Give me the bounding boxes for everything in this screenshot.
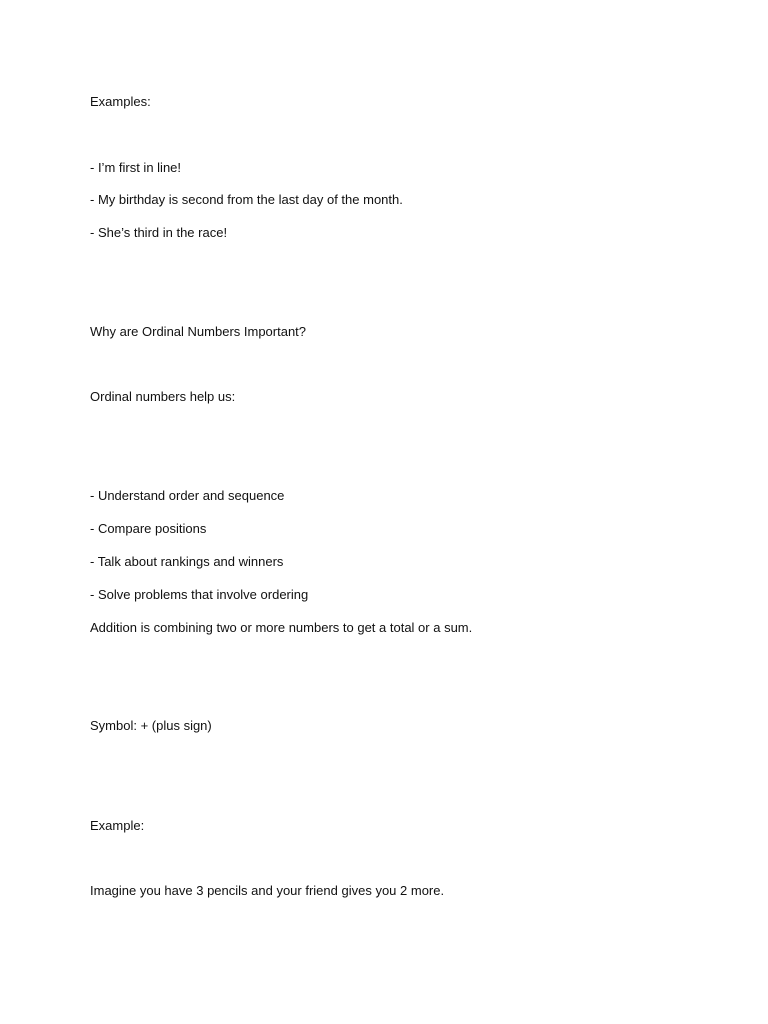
addition-definition: Addition is combining two or more numbers to get a total or a sum. — [90, 620, 473, 635]
importance-point-3: - Talk about rankings and winners — [90, 554, 284, 569]
example-item-2: - My birthday is second from the last day of the month. — [90, 192, 403, 207]
example-item-1: - I’m first in line! — [90, 160, 182, 175]
importance-heading: Why are Ordinal Numbers Important? — [90, 324, 307, 339]
importance-intro: Ordinal numbers help us: — [90, 389, 236, 404]
importance-point-4: - Solve problems that involve ordering — [90, 587, 309, 602]
example-text: Imagine you have 3 pencils and your friend gives you 2 more. — [90, 883, 445, 898]
importance-point-2: - Compare positions — [90, 521, 207, 536]
example-item-3: - She’s third in the race! — [90, 225, 228, 240]
examples-heading: Examples: — [90, 94, 151, 109]
example-heading: Example: — [90, 818, 145, 833]
symbol-line: Symbol: + (plus sign) — [90, 718, 212, 733]
importance-point-1: - Understand order and sequence — [90, 488, 285, 503]
